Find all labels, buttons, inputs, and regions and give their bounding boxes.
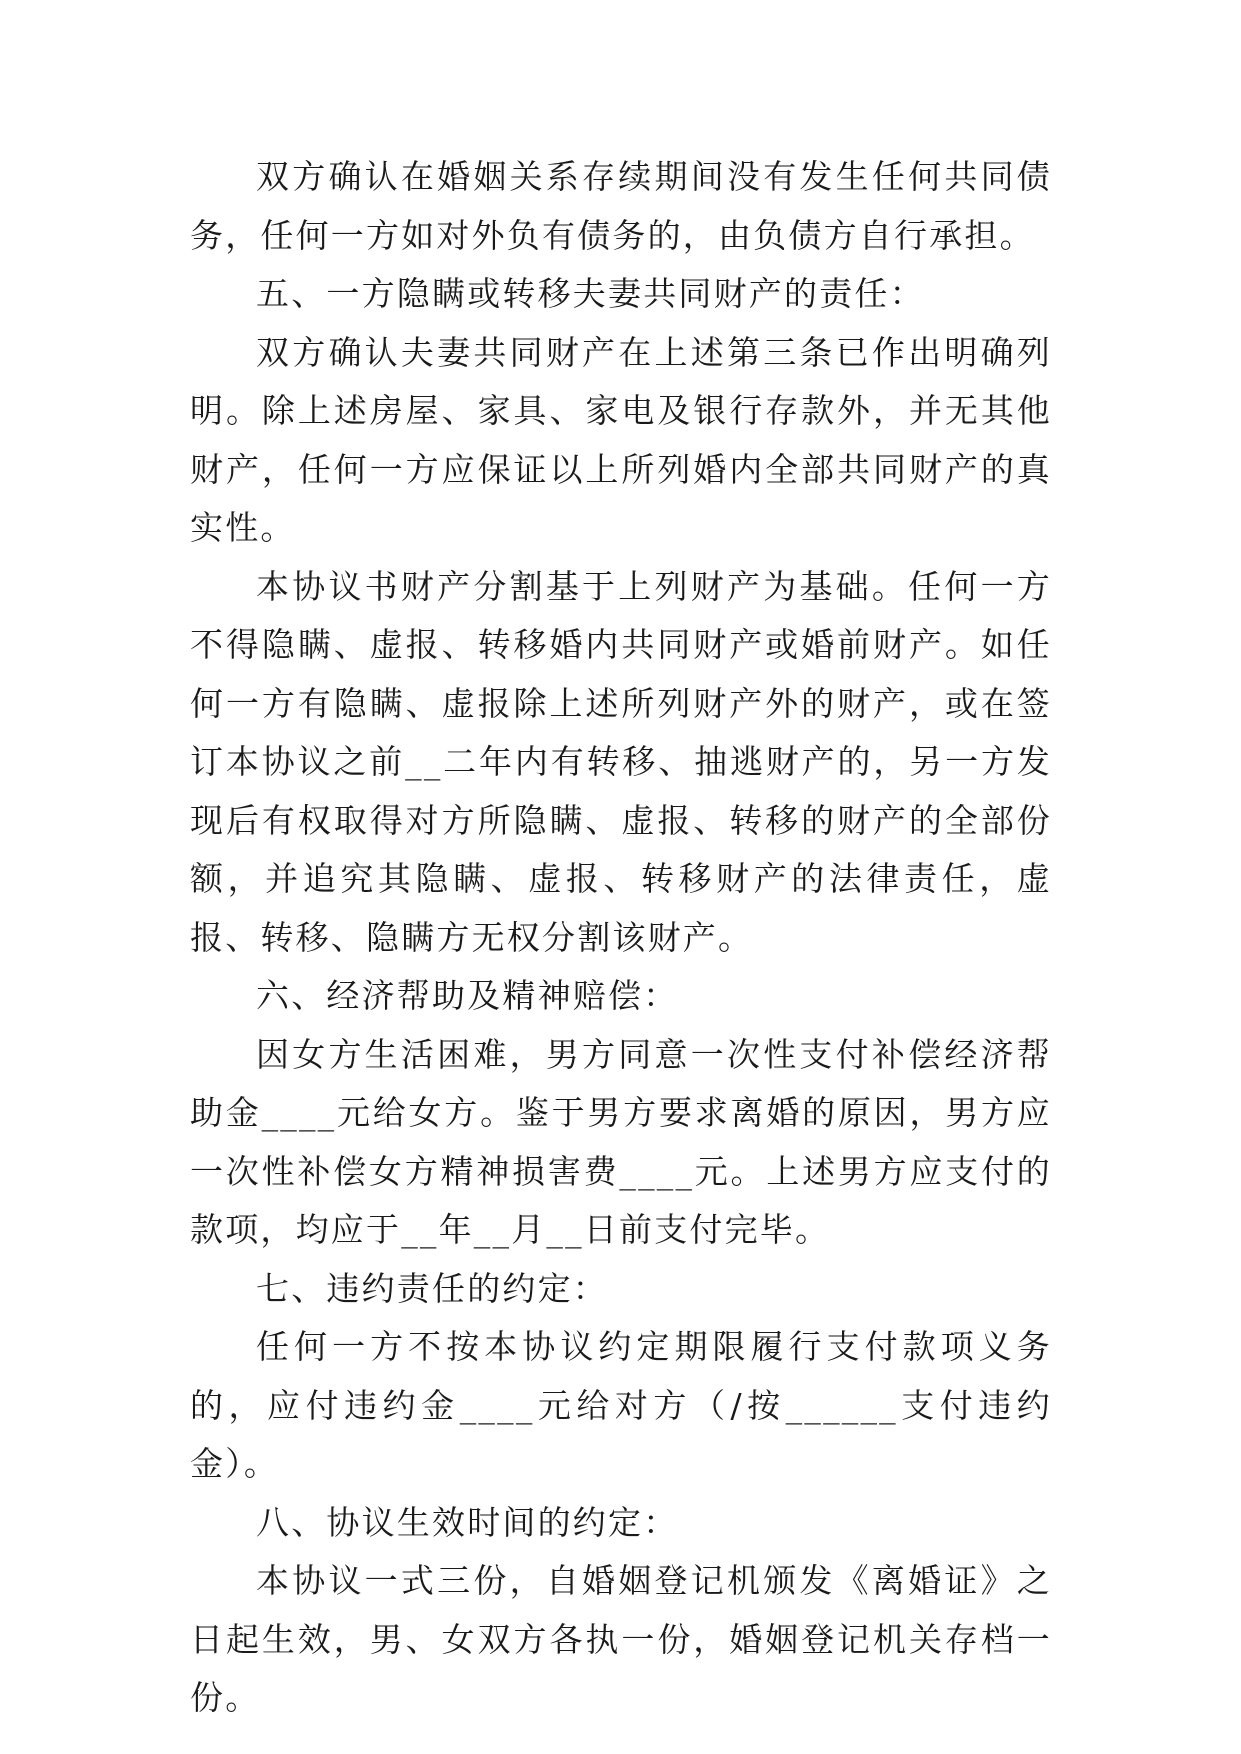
paragraph-concealment-liability: 本协议书财产分割基于上列财产为基础。任何一方不得隐瞒、虚报、转移婚内共同财产或婚前财产。如任何一方有隐瞒、虚报除上述所列财产外的财产，或在签订本协议之前__二年内有转移、抽逃财产的，另一方发现后有权取得对方所隐瞒、虚报、转移的财产的全部份额，并追究其隐瞒、虚报、转移财产的法律责任，虚报、转移、隐瞒方无权分割该财产。: [190, 566, 1052, 957]
paragraph-breach-penalty: 任何一方不按本协议约定期限履行支付款项义务的，应付违约金____元给对方（/按______支付违约金）。: [190, 1327, 1052, 1483]
section-heading-8: 八、协议生效时间的约定：: [256, 1502, 679, 1542]
paragraph-property-listed: 双方确认夫妻共同财产在上述第三条已作出明确列明。除上述房屋、家具、家电及银行存款外，并无其他财产，任何一方应保证以上所列婚内全部共同财产的真实性。: [190, 332, 1052, 547]
section-heading-7: 七、违约责任的约定：: [256, 1268, 608, 1308]
paragraph-compensation: 因女方生活困难，男方同意一次性支付补偿经济帮助金____元给女方。鉴于男方要求离婚的原因，男方应一次性补偿女方精神损害费____元。上述男方应支付的款项，均应于__年__月__日前支付完毕。: [190, 1034, 1052, 1249]
section-heading-5: 五、一方隐瞒或转移夫妻共同财产的责任：: [256, 274, 925, 313]
paragraph-debt-confirmation: 双方确认在婚姻关系存续期间没有发生任何共同债务，任何一方如对外负有债务的，由负债方自行承担。: [190, 157, 1052, 255]
section-heading-6: 六、经济帮助及精神赔偿：: [256, 976, 679, 1015]
paragraph-effective-date: 本协议一式三份，自婚姻登记机颁发《离婚证》之日起生效，男、女双方各执一份，婚姻登记机关存档一份。: [190, 1561, 1052, 1717]
document-page: [190, 148, 1052, 1728]
